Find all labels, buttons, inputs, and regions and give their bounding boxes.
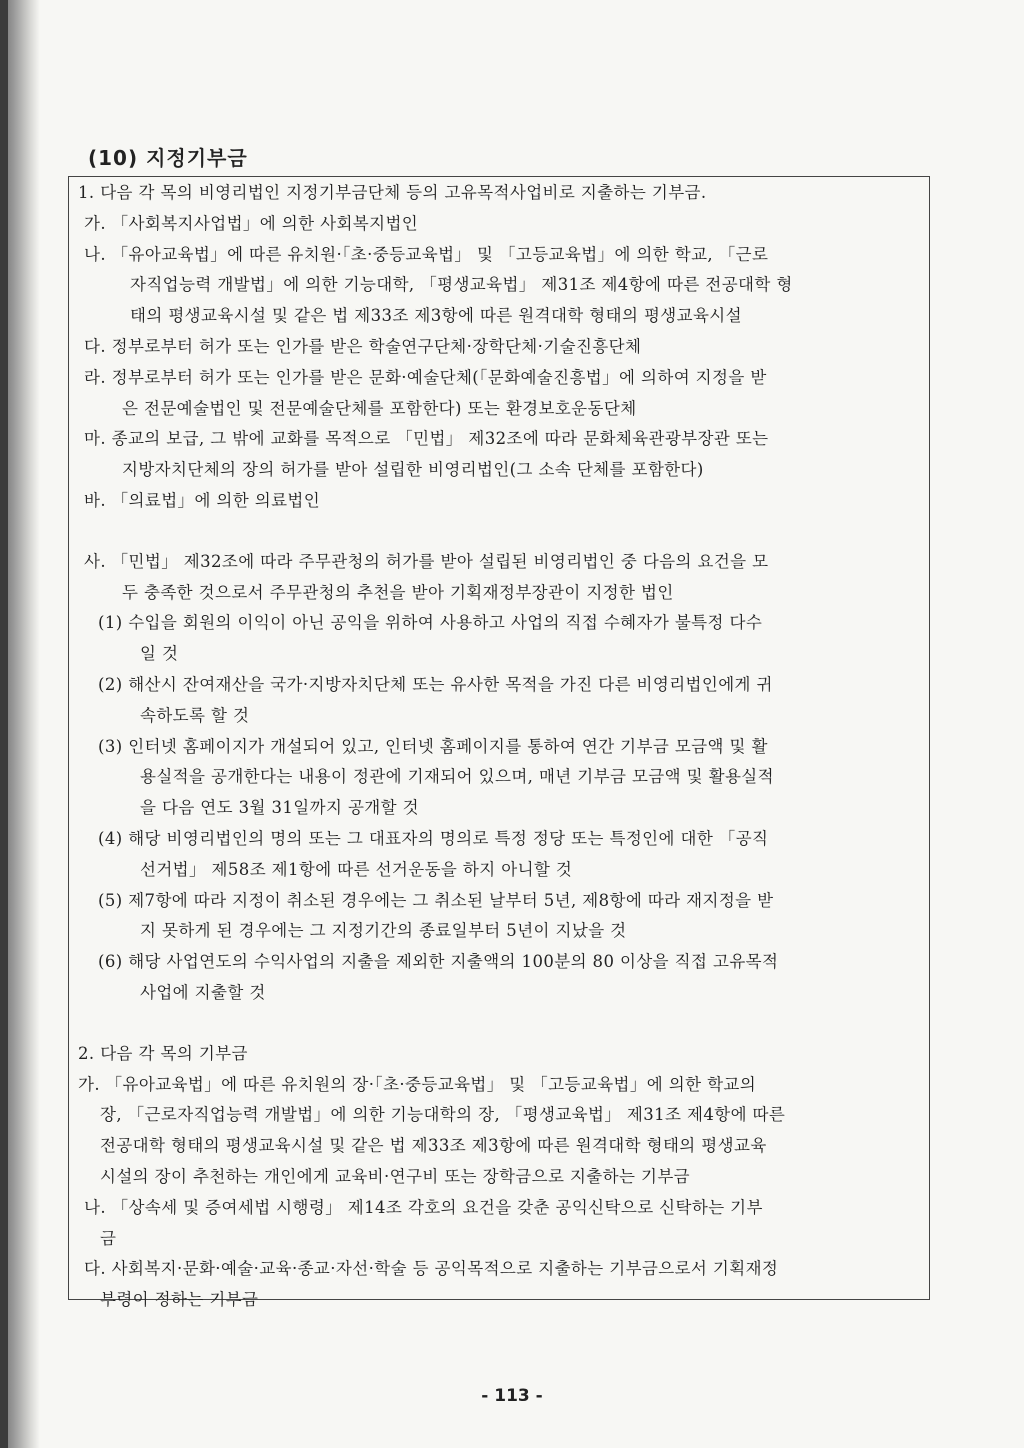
section2-item-na-line1: 나. 「상속세 및 증여세법 시행령」 제14조 각호의 요건을 갖춘 공익신탁으로 신탁하는 기부 [84, 1197, 763, 1217]
section2-title: 2. 다음 각 목의 기부금 [78, 1043, 248, 1063]
book-spine-edge [0, 0, 8, 1448]
condition-3-line2: 용실적을 공개한다는 내용이 정관에 기재되어 있으며, 매년 기부금 모금액 및 활용실적 [140, 767, 774, 787]
section1-item-sa-line2: 두 충족한 것으로서 주무관청의 추천을 받아 기획재정부장관이 지정한 법인 [122, 582, 674, 602]
section1-item-ga: 가. 「사회복지사업법」에 의한 사회복지법인 [84, 213, 419, 233]
section2-item-da-line1: 다. 사회복지·문화·예술·교육·종교·자선·학술 등 공익목적으로 지출하는 기부금으로서 기획재정 [84, 1259, 779, 1279]
section1-item-ma-line2: 지방자치단체의 장의 허가를 받아 설립한 비영리법인(그 소속 단체를 포함한다) [122, 460, 704, 480]
section1-item-sa-line1: 사. 「민법」 제32조에 따라 주무관청의 허가를 받아 설립된 비영리법인 중 다음의 요건을 모 [84, 551, 769, 571]
section2-item-ga-line3: 전공대학 형태의 평생교육시설 및 같은 법 제33조 제3항에 따른 원격대학 형태의 평생교육 [100, 1136, 767, 1156]
spacer [78, 517, 924, 547]
section1-item-ma-line1: 마. 종교의 보급, 그 밖에 교화를 목적으로 「민법」 제32조에 따라 문화체육관광부장관 또는 [84, 429, 769, 449]
condition-6-line2: 사업에 지출할 것 [140, 982, 266, 1002]
section1-item-ra-line1: 라. 정부로부터 허가 또는 인가를 받은 문화·예술단체(「문화예술진흥법」에 의하여 지정을 받 [84, 367, 767, 387]
spacer [78, 1009, 924, 1039]
section1-item-na-line1: 나. 「유아교육법」에 따른 유치원·「초·중등교육법」 및 「고등교육법」에 의한 학교, 「근로 [84, 244, 769, 264]
condition-1-line2: 일 것 [140, 644, 179, 664]
section1-item-na-line2: 자직업능력 개발법」에 의한 기능대학, 「평생교육법」 제31조 제4항에 따른 전공대학 형 [130, 275, 793, 295]
condition-4-line2: 선거법」 제58조 제1항에 따른 선거운동을 하지 아니할 것 [140, 859, 573, 879]
page-number: - 113 - [481, 1386, 543, 1406]
section1-item-na-line3: 태의 평생교육시설 및 같은 법 제33조 제3항에 따른 원격대학 형태의 평생교육시설 [130, 306, 742, 326]
section2-item-da-line2: 부령이 정하는 기부금 [100, 1290, 259, 1310]
condition-3-line3: 을 다음 연도 3월 31일까지 공개할 것 [140, 798, 419, 818]
condition-4-line1: (4) 해당 비영리법인의 명의 또는 그 대표자의 명의로 특정 정당 또는 특정인에 대한 「공직 [98, 828, 769, 848]
condition-6-line1: (6) 해당 사업연도의 수익사업의 지출을 제외한 지출액의 100분의 80 이상을 직접 고유목적 [98, 952, 779, 972]
section-heading: (10) 지정기부금 [88, 146, 248, 170]
condition-5-line1: (5) 제7항에 따라 지정이 취소된 경우에는 그 취소된 날부터 5년, 제8항에 따라 재지정을 받 [98, 890, 774, 910]
content-body [78, 178, 924, 1316]
condition-5-line2: 지 못하게 된 경우에는 그 지정기간의 종료일부터 5년이 지났을 것 [140, 921, 627, 941]
section2-item-na-line2: 금 [100, 1228, 117, 1248]
section2-item-ga-line2: 장, 「근로자직업능력 개발법」에 의한 기능대학의 장, 「평생교육법」 제31조 제4항에 따른 [100, 1105, 786, 1125]
condition-2-line1: (2) 해산시 잔여재산을 국가·지방자치단체 또는 유사한 목적을 가진 다른 비영리법인에게 귀 [98, 674, 773, 694]
section2-item-ga-line4: 시설의 장이 추천하는 개인에게 교육비·연구비 또는 장학금으로 지출하는 기부금 [100, 1166, 690, 1186]
section1-item-ba: 바. 「의료법」에 의한 의료법인 [84, 490, 321, 510]
condition-2-line2: 속하도록 할 것 [140, 705, 250, 725]
section1-title: 1. 다음 각 목의 비영리법인 지정기부금단체 등의 고유목적사업비로 지출하는 기부금. [78, 183, 707, 202]
section2-item-ga-line1: 가. 「유아교육법」에 따른 유치원의 장·「초·중등교육법」 및 「고등교육법」에 의한 학교의 [78, 1074, 757, 1094]
section1-item-ra-line2: 은 전문예술법인 및 전문예술단체를 포함한다) 또는 환경보호운동단체 [122, 398, 637, 418]
condition-3-line1: (3) 인터넷 홈페이지가 개설되어 있고, 인터넷 홈페이지를 통하여 연간 기부금 모금액 및 활 [98, 736, 768, 756]
condition-1-line1: (1) 수입을 회원의 이익이 아닌 공익을 위하여 사용하고 사업의 직접 수혜자가 불특정 다수 [98, 613, 763, 633]
section1-item-da: 다. 정부로부터 허가 또는 인가를 받은 학술연구단체·장학단체·기술진흥단체 [84, 336, 642, 356]
